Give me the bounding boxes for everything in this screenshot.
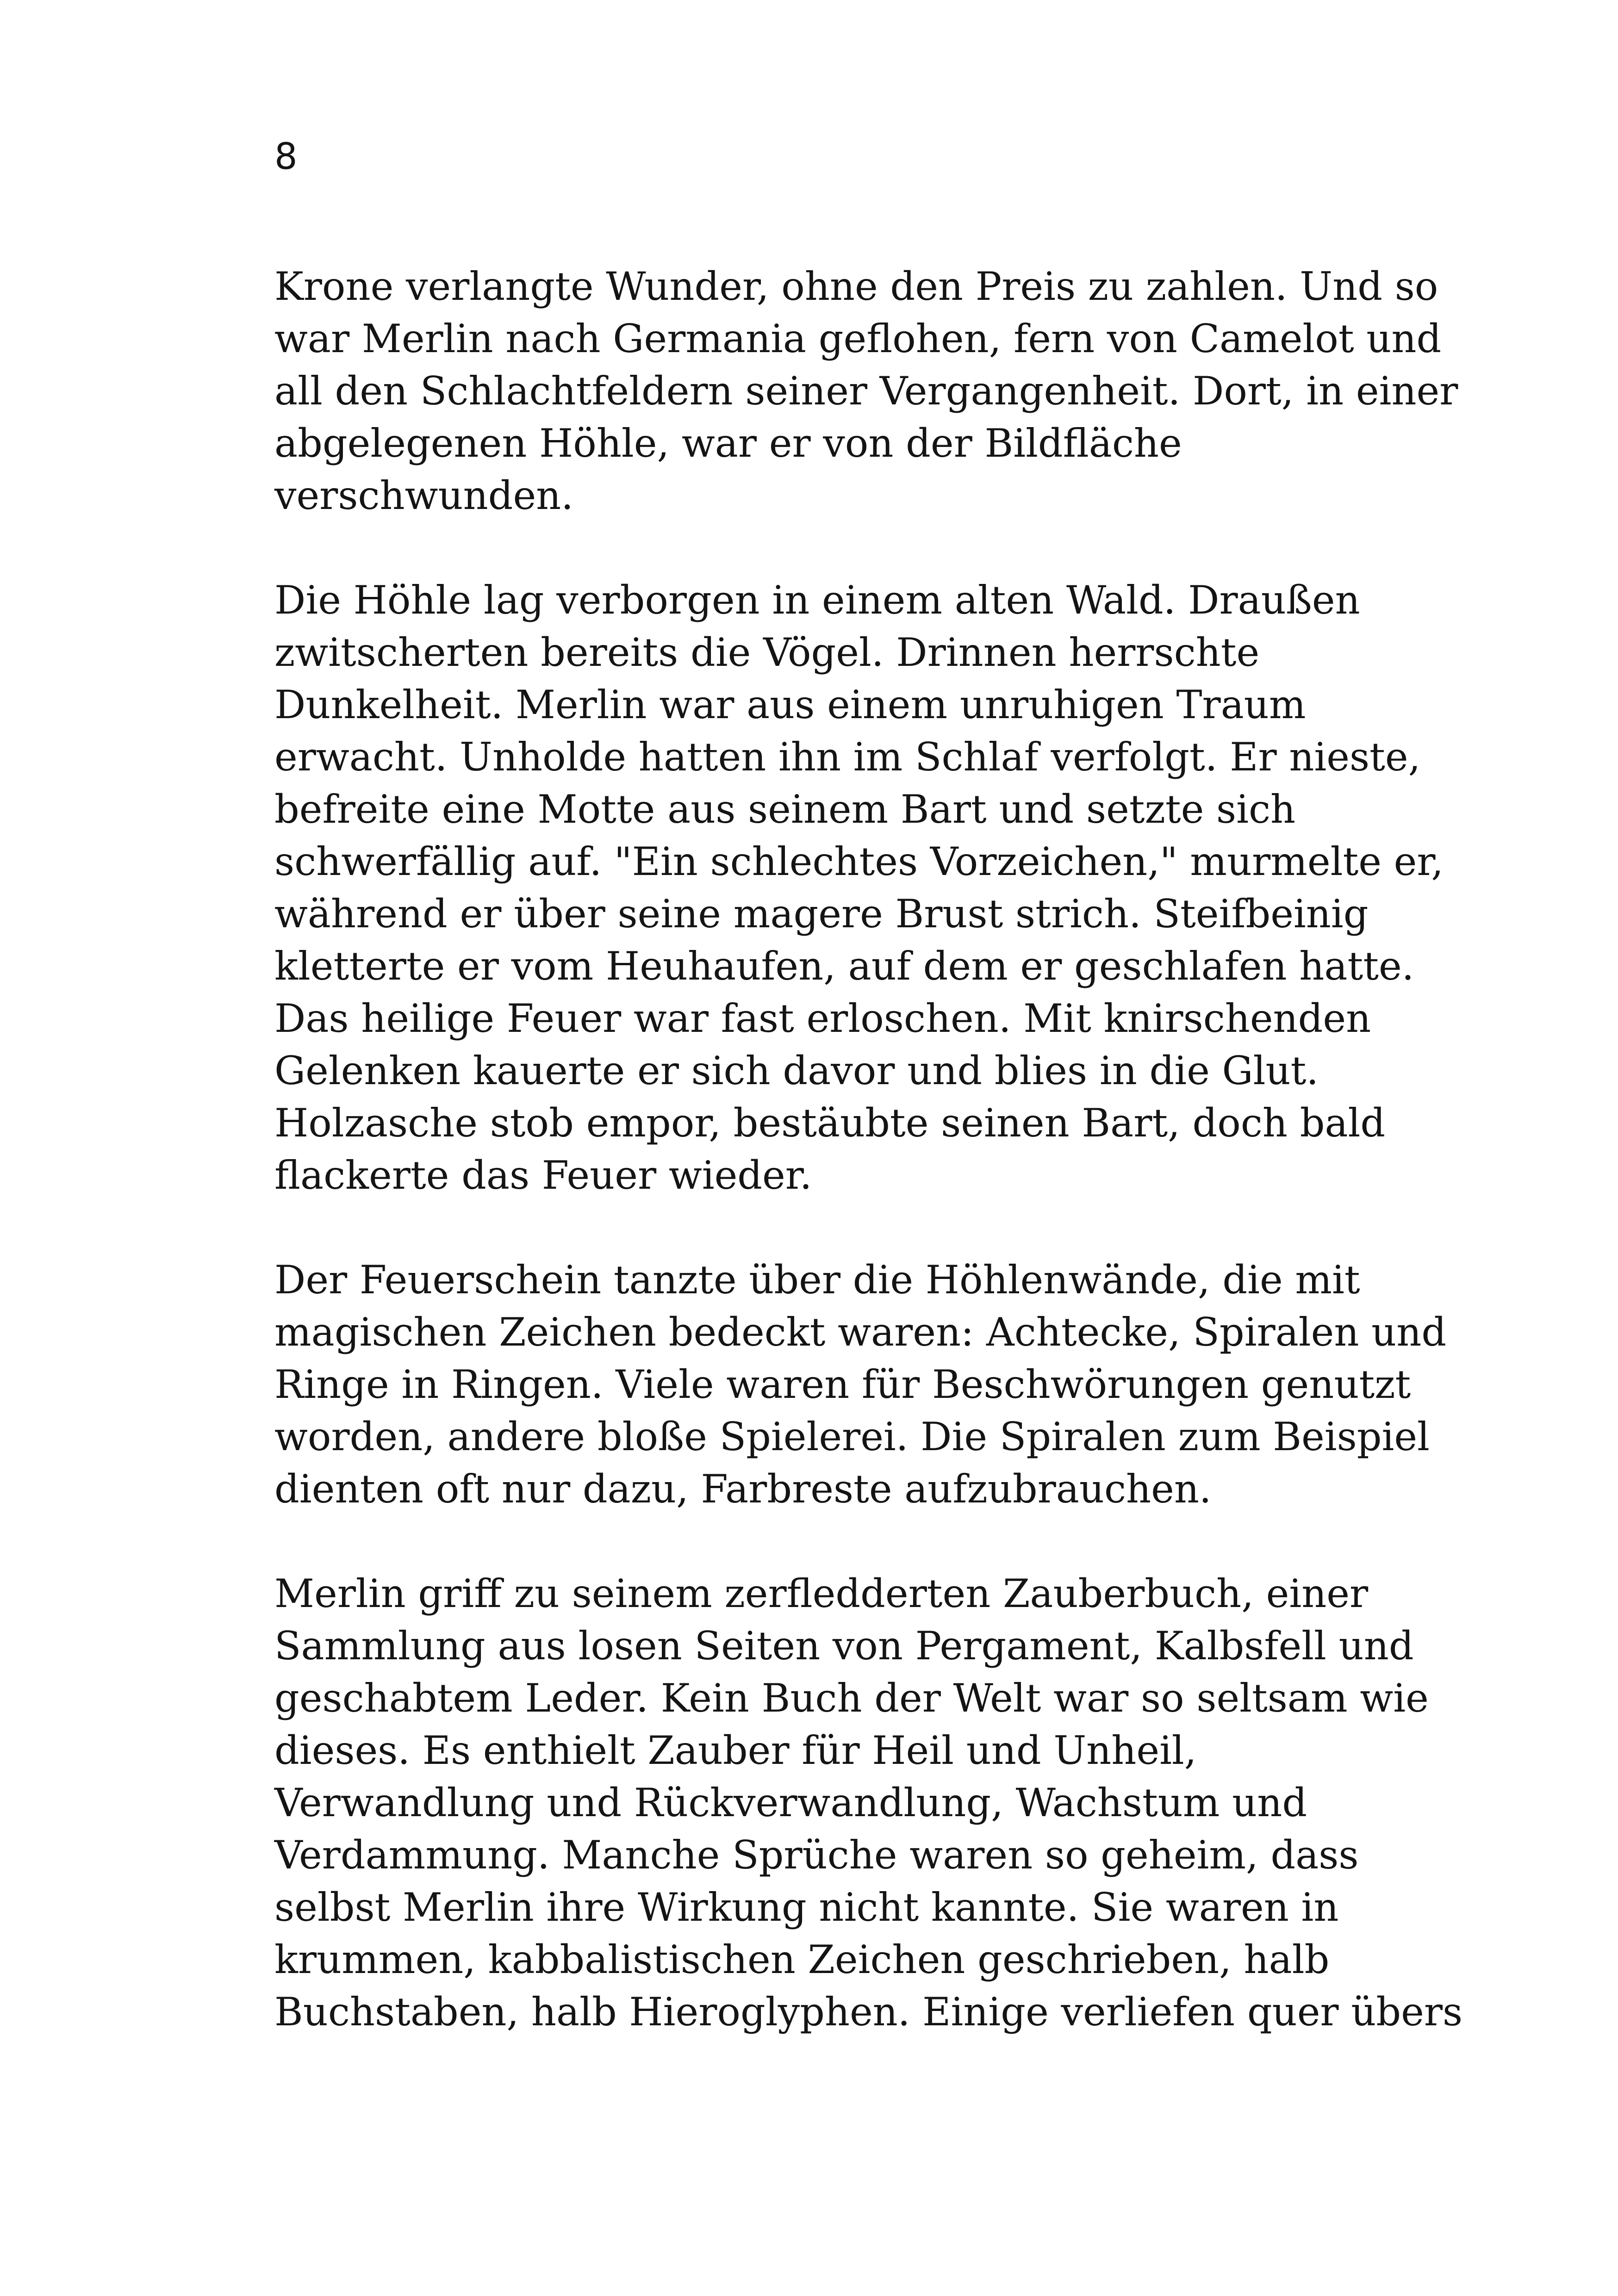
paragraph-4 [274, 1568, 1463, 2038]
text-line: Gelenken kauerte er sich davor und blies in die Glut. [274, 1048, 1319, 1093]
text-line: abgelegenen Höhle, war er von der Bildfläche [274, 421, 1182, 466]
text-line: verschwunden. [274, 473, 573, 518]
text-line: Sammlung aus losen Seiten von Pergament, Kalbsfell und [274, 1623, 1414, 1669]
paragraph-3 [274, 1254, 1447, 1515]
text-line: Das heilige Feuer war fast erloschen. Mit knirschenden [274, 996, 1371, 1041]
text-line: worden, andere bloße Spielerei. Die Spiralen zum Beispiel [274, 1414, 1430, 1459]
text-line: all den Schlachtfeldern seiner Vergangenheit. Dort, in einer [274, 368, 1458, 414]
text-line: Dunkelheit. Merlin war aus einem unruhigen Traum [274, 682, 1306, 727]
text-line: selbst Merlin ihre Wirkung nicht kannte. Sie waren in [274, 1885, 1339, 1930]
text-line: dieses. Es enthielt Zauber für Heil und Unheil, [274, 1728, 1197, 1773]
text-line: Verdammung. Manche Sprüche waren so geheim, dass [274, 1832, 1359, 1878]
text-line: schwerfällig auf. "Ein schlechtes Vorzeichen," murmelte er, [274, 839, 1444, 884]
text-line: befreite eine Motte aus seinem Bart und setzte sich [274, 787, 1296, 832]
text-line: dienten oft nur dazu, Farbreste aufzubrauchen. [274, 1466, 1212, 1512]
text-line: während er über seine magere Brust strich. Steifbeinig [274, 891, 1369, 937]
text-line: Buchstaben, halb Hieroglyphen. Einige verliefen quer übers [274, 1989, 1463, 2035]
text-line: zwitscherten bereits die Vögel. Drinnen herrschte [274, 630, 1260, 675]
text-line: erwacht. Unholde hatten ihn im Schlaf verfolgt. Er nieste, [274, 734, 1421, 780]
page-body [274, 261, 1463, 2091]
text-line: Der Feuerschein tanzte über die Höhlenwände, die mit [274, 1257, 1360, 1303]
paragraph-2 [274, 574, 1444, 1202]
text-line: Holzasche stob empor, bestäubte seinen Bart, doch bald [274, 1100, 1386, 1146]
text-line: war Merlin nach Germania geflohen, fern von Camelot und [274, 316, 1442, 361]
text-line: Krone verlangte Wunder, ohne den Preis zu zahlen. Und so [274, 264, 1438, 309]
text-line: flackerte das Feuer wieder. [274, 1153, 812, 1198]
text-line: krummen, kabbalistischen Zeichen geschrieben, halb [274, 1937, 1330, 1982]
text-line: geschabtem Leder. Kein Buch der Welt war so seltsam wie [274, 1675, 1429, 1721]
text-line: kletterte er vom Heuhaufen, auf dem er geschlafen hatte. [274, 943, 1414, 989]
paragraph-1 [274, 261, 1458, 522]
text-line: Merlin griff zu seinem zerfledderten Zauberbuch, einer [274, 1571, 1369, 1616]
text-line: Verwandlung und Rückverwandlung, Wachstum und [274, 1780, 1307, 1825]
text-line: magischen Zeichen bedeckt waren: Achtecke, Spiralen und [274, 1309, 1447, 1355]
text-line: Ringe in Ringen. Viele waren für Beschwörungen genutzt [274, 1362, 1411, 1407]
page-number: 8 [274, 136, 298, 178]
text-line: Die Höhle lag verborgen in einem alten Wald. Draußen [274, 577, 1360, 623]
